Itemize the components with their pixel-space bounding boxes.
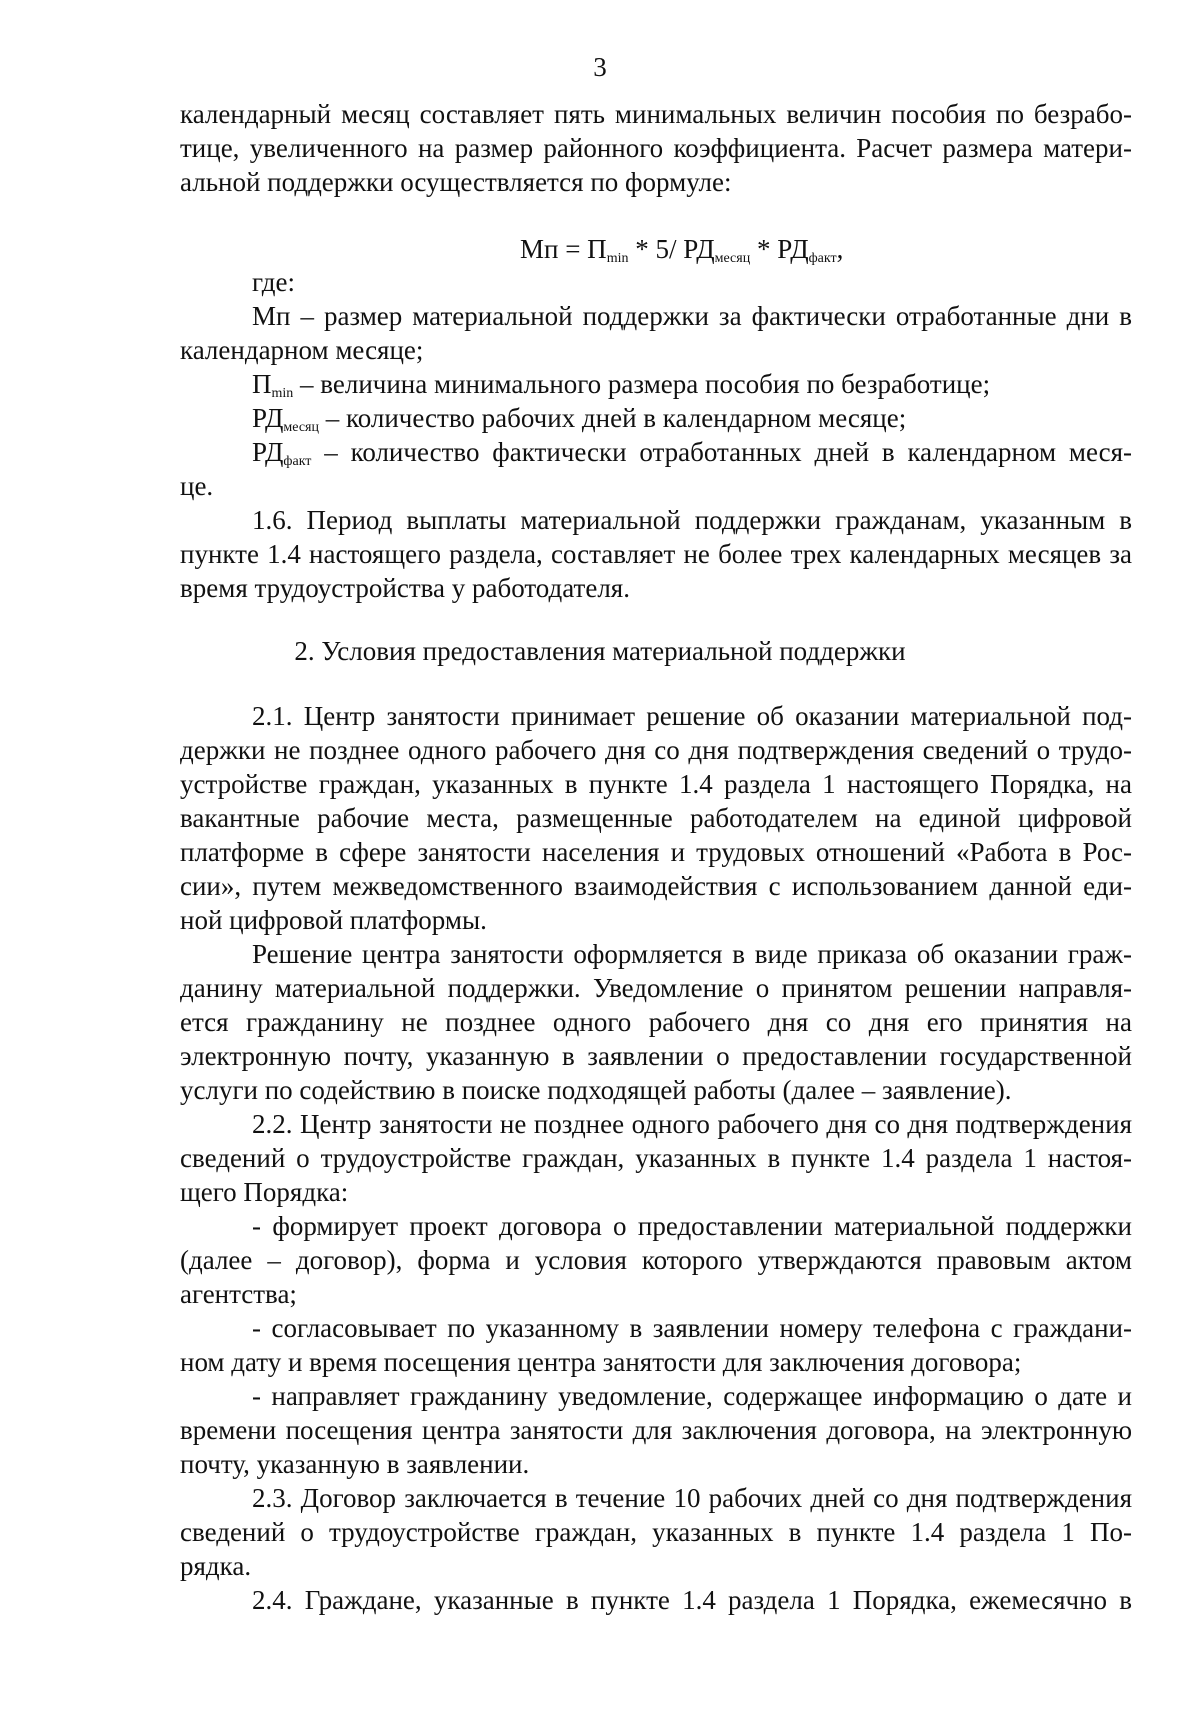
paragraph-line: время трудоустройства у работодателя.: [180, 573, 630, 603]
paragraph-line: - согласовывает по указанному в заявлении номеру телефона с граждани-: [252, 1313, 1132, 1343]
definition-text: – количество фактически отработанных дней в календарном меся-: [311, 437, 1132, 467]
paragraph-line: 2.4. Граждане, указанные в пункте 1.4 раздела 1 Порядка, ежемесячно в: [252, 1585, 1132, 1615]
paragraph-line: ном дату и время посещения центра занятости для заключения договора;: [180, 1347, 1022, 1377]
paragraph-line: ется гражданину не позднее одного рабочего дня со дня его принятия на: [180, 1007, 1132, 1037]
paragraph-line: щего Порядка:: [180, 1177, 349, 1207]
definition-text: – количество рабочих дней в календарном месяце;: [318, 403, 907, 433]
paragraph-line: данину материальной поддержки. Уведомление о принятом решении направля-: [180, 973, 1132, 1003]
paragraph-line: 2.2. Центр занятости не позднее одного рабочего дня со дня подтверждения: [252, 1109, 1132, 1139]
paragraph-line: 2.3. Договор заключается в течение 10 рабочих дней со дня подтверждения: [252, 1483, 1132, 1513]
symbol: П: [252, 369, 272, 399]
paragraph-line: вакантные рабочие места, размещенные работодателем на единой цифровой: [180, 803, 1132, 833]
symbol: РД: [252, 437, 284, 467]
formula: [520, 234, 843, 267]
paragraph-line: тице, увеличенного на размер районного коэффициента. Расчет размера матери-: [180, 133, 1132, 163]
formula-subscript: факт: [808, 251, 837, 266]
paragraph-line: - направляет гражданину уведомление, содержащее информацию о дате и: [252, 1381, 1132, 1411]
paragraph-line: Мп – размер материальной поддержки за фактически отработанные дни в: [252, 301, 1132, 331]
paragraph-line: электронную почту, указанную в заявлении о предоставлении государственной: [180, 1041, 1132, 1071]
section-heading: 2. Условия предоставления материальной поддержки: [294, 636, 906, 666]
page-number: 3: [593, 52, 607, 82]
paragraph-line: - формирует проект договора о предоставлении материальной поддержки: [252, 1211, 1132, 1241]
formula-text: * РД: [750, 234, 809, 264]
paragraph-line: сии», путем межведомственного взаимодействия с использованием данной еди-: [180, 871, 1132, 901]
paragraph-line: почту, указанную в заявлении.: [180, 1449, 530, 1479]
paragraph-line: где:: [252, 267, 295, 297]
paragraph-line: сведений о трудоустройстве граждан, указанных в пункте 1.4 раздела 1 По-: [180, 1517, 1132, 1547]
formula-subscript: min: [606, 251, 629, 266]
formula-text: Мп = П: [520, 234, 607, 264]
symbol-subscript: факт: [283, 454, 312, 469]
formula-text: * 5/ РД: [628, 234, 715, 264]
paragraph-line: услуги по содействию в поиске подходящей работы (далее – заявление).: [180, 1075, 1012, 1105]
paragraph-line: платформе в сфере занятости населения и трудовых отношений «Работа в Рос-: [180, 837, 1132, 867]
paragraph-line: це.: [180, 471, 214, 501]
paragraph-line: рядка.: [180, 1551, 252, 1581]
symbol-subscript: min: [271, 386, 294, 401]
paragraph-line: времени посещения центра занятости для заключения договора, на электронную: [180, 1415, 1132, 1445]
paragraph-line: сведений о трудоустройстве граждан, указанных в пункте 1.4 раздела 1 настоя-: [180, 1143, 1132, 1173]
paragraph-line: Решение центра занятости оформляется в виде приказа об оказании граж-: [252, 939, 1132, 969]
paragraph-line: держки не позднее одного рабочего дня со дня подтверждения сведений о трудо-: [180, 735, 1132, 765]
symbol-subscript: месяц: [283, 420, 319, 435]
paragraph-line: 2.1. Центр занятости принимает решение об оказании материальной под-: [252, 701, 1132, 731]
paragraph-line: агентства;: [180, 1279, 297, 1309]
paragraph-line: альной поддержки осуществляется по формуле:: [180, 167, 732, 197]
formula-subscript: месяц: [714, 251, 751, 266]
paragraph-line: календарном месяце;: [180, 335, 424, 365]
paragraph-line: ной цифровой платформы.: [180, 905, 487, 935]
definition-text: – величина минимального размера пособия по безработице;: [293, 369, 991, 399]
paragraph-line: календарный месяц составляет пять минимальных величин пособия по безрабо-: [180, 99, 1132, 129]
paragraph-line: устройстве граждан, указанных в пункте 1.4 раздела 1 настоящего Порядка, на: [180, 769, 1132, 799]
paragraph-line: 1.6. Период выплаты материальной поддержки гражданам, указанным в: [252, 505, 1132, 535]
symbol: РД: [252, 403, 284, 433]
paragraph-line: пункте 1.4 настоящего раздела, составляет не более трех календарных месяцев за: [180, 539, 1132, 569]
paragraph-line: (далее – договор), форма и условия которого утверждаются правовым актом: [180, 1245, 1132, 1275]
formula-text: ,: [836, 234, 844, 264]
